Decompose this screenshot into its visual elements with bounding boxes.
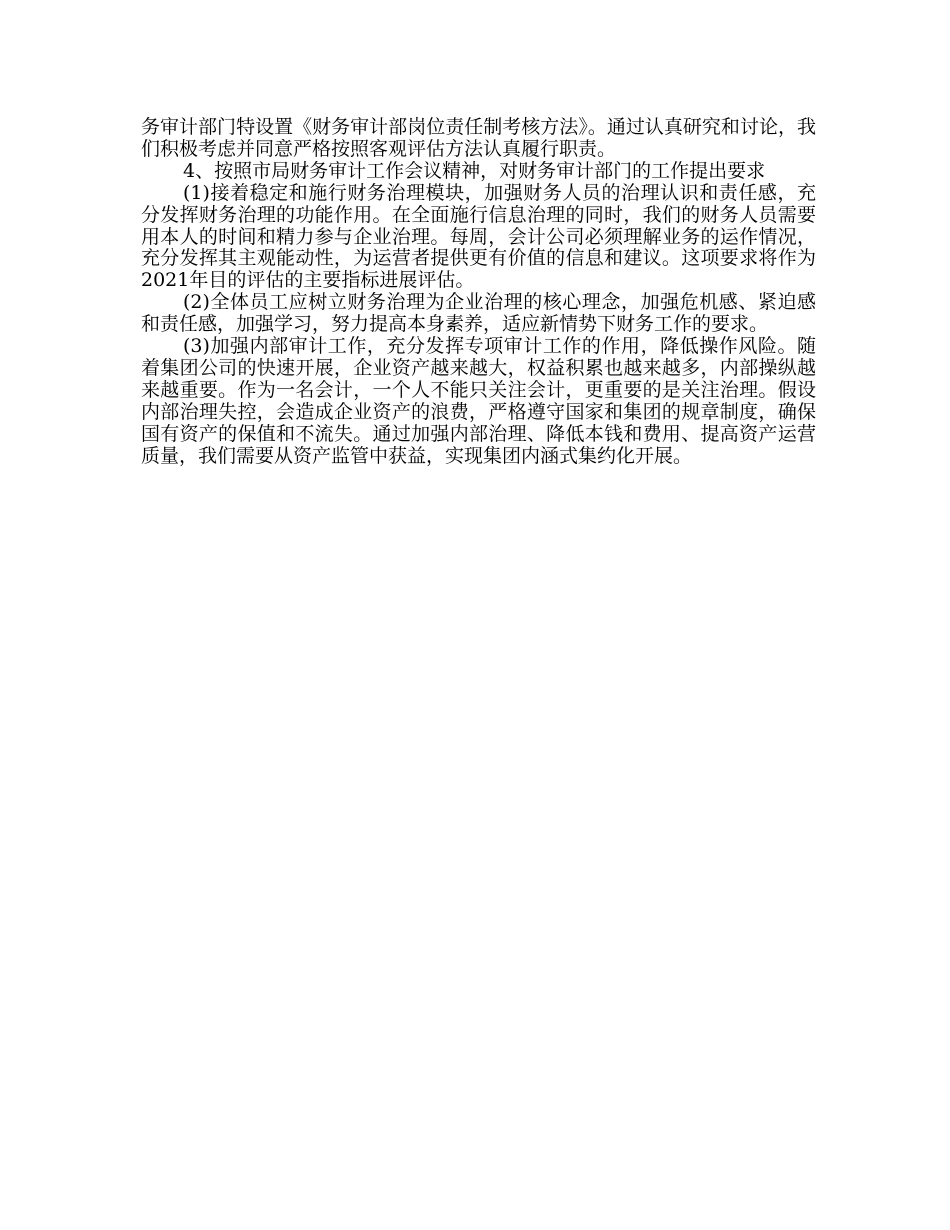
document-body [141, 117, 816, 468]
paragraph-continuation: 务审计部门特设置《财务审计部岗位责任制考核方法》。通过认真研究和讨论，我们积极考虑并同意严格按照客观评估方法认真履行职责。 [141, 116, 816, 160]
paragraph-item-1: (1)接着稳定和施行财务治理模块，加强财务人员的治理认识和责任感，充分发挥财务治理的功能作用。在全面施行信息治理的同时，我们的财务人员需要用本人的时间和精力参与企业治理。每周，会计公司必须理解业务的运作情况，充分发挥其主观能动性，为运营者提供更有价值的信息和建议。这项要求将作为2021年目的评估的主要指标进展评估。 [141, 181, 816, 292]
paragraph-section-4: 4、按照市局财务审计工作会议精神，对财务审计部门的工作提出要求 [183, 159, 766, 182]
paragraph-item-3: (3)加强内部审计工作，充分发挥专项审计工作的作用，降低操作风险。随着集团公司的快速开展，企业资产越来越大，权益积累也越来越多，内部操纵越来越重要。作为一名会计，一个人不能只关注会计，更重要的是关注治理。假设内部治理失控，会造成企业资产的浪费，严格遵守国家和集团的规章制度，确保国有资产的保值和不流失。通过加强内部治理、降低本钱和费用、提高资产运营质量，我们需要从资产监管中获益，实现集团内涵式集约化开展。 [141, 335, 816, 467]
paragraph-item-2: (2)全体员工应树立财务治理为企业治理的核心理念，加强危机感、紧迫感和责任感，加强学习，努力提高本身素养，适应新情势下财务工作的要求。 [141, 291, 816, 336]
